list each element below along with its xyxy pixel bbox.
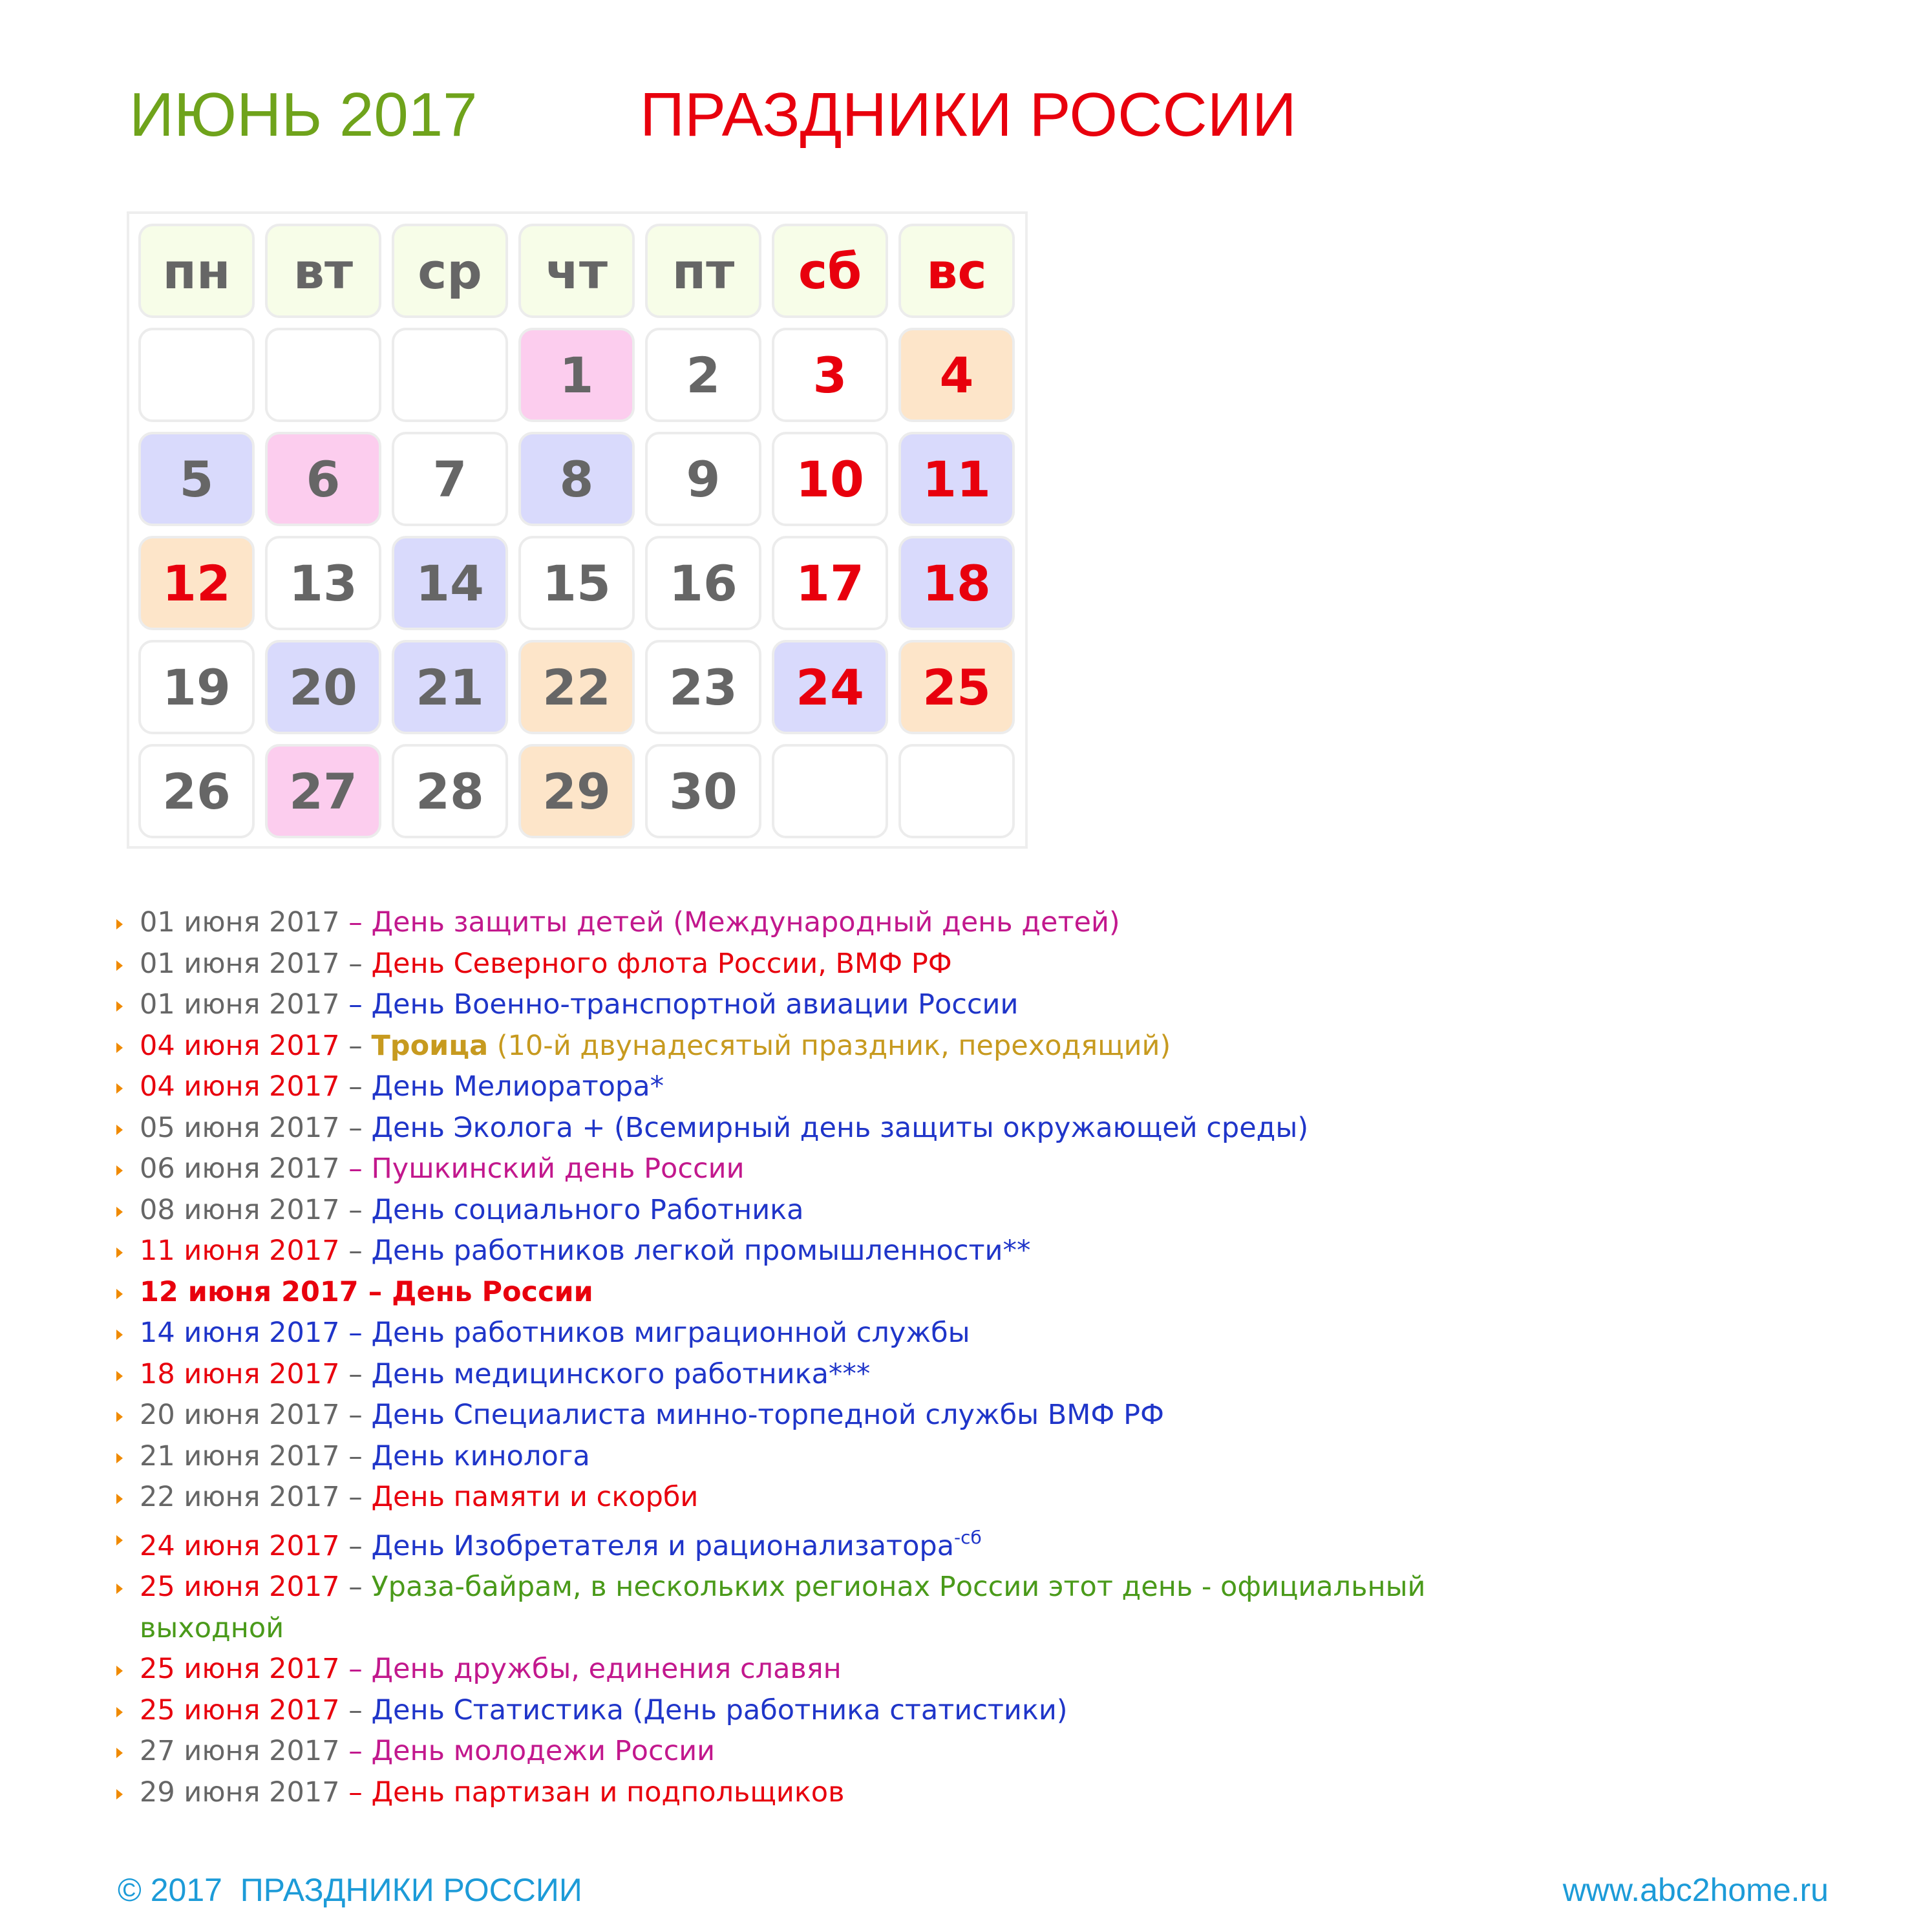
calendar-grid bbox=[127, 211, 1028, 849]
holiday-dash: – bbox=[339, 1776, 372, 1809]
day-cell-empty bbox=[772, 744, 888, 838]
day-cell-8: 8 bbox=[518, 432, 635, 526]
footer-site-link[interactable]: www.abc2home.ru bbox=[1562, 1872, 1829, 1908]
day-cell-15: 15 bbox=[518, 536, 635, 630]
bullet-arrow-icon bbox=[116, 1535, 123, 1545]
weekday-sun: вс bbox=[898, 224, 1015, 318]
day-cell-21: 21 bbox=[392, 640, 508, 734]
bullet-arrow-icon bbox=[116, 1247, 123, 1258]
holiday-item bbox=[116, 1526, 1471, 1567]
holiday-item bbox=[116, 1477, 1471, 1518]
holiday-dash: – bbox=[339, 1439, 372, 1472]
holiday-dash: – bbox=[339, 906, 372, 939]
bullet-arrow-icon bbox=[116, 1789, 123, 1799]
day-cell-11: 11 bbox=[898, 432, 1015, 526]
holiday-item bbox=[116, 1108, 1471, 1149]
day-cell-19: 19 bbox=[138, 640, 255, 734]
holiday-date: 25 июня 2017 bbox=[140, 1571, 340, 1603]
holiday-item bbox=[116, 1313, 1471, 1354]
holiday-date: 08 июня 2017 bbox=[140, 1193, 340, 1226]
holiday-name: День России bbox=[392, 1275, 593, 1308]
day-cell-30: 30 bbox=[645, 744, 761, 838]
holiday-name: Троица bbox=[371, 1029, 489, 1062]
holiday-date: 18 июня 2017 bbox=[140, 1357, 340, 1390]
holiday-dash: – bbox=[339, 1529, 372, 1562]
day-cell-14: 14 bbox=[392, 536, 508, 630]
holiday-name: День медицинского работника*** bbox=[371, 1357, 871, 1390]
holiday-dash: – bbox=[339, 1235, 372, 1267]
holidays-title: ПРАЗДНИКИ РОССИИ bbox=[640, 80, 1297, 149]
holiday-date: 05 июня 2017 bbox=[140, 1111, 340, 1144]
holiday-name: День памяти и скорби bbox=[371, 1481, 699, 1513]
holiday-date: 14 июня 2017 bbox=[140, 1317, 340, 1349]
holiday-date: 01 июня 2017 bbox=[140, 906, 340, 939]
holiday-name: День работников миграционной службы bbox=[371, 1317, 970, 1349]
day-cell-29: 29 bbox=[518, 744, 635, 838]
day-cell-7: 7 bbox=[392, 432, 508, 526]
day-cell-6: 6 bbox=[265, 432, 381, 526]
holiday-item bbox=[116, 1772, 1471, 1814]
day-cell-27: 27 bbox=[265, 744, 381, 838]
holiday-item bbox=[116, 1354, 1471, 1396]
holiday-name: День кинолога bbox=[371, 1439, 590, 1472]
holiday-list bbox=[116, 902, 1471, 1813]
holiday-name: День защиты детей (Международный день детей) bbox=[371, 906, 1120, 939]
holiday-item bbox=[116, 984, 1471, 1026]
holiday-name: День работников легкой промышленности** bbox=[371, 1235, 1031, 1267]
holiday-dash: – bbox=[339, 1070, 372, 1103]
holiday-date: 24 июня 2017 bbox=[140, 1529, 340, 1562]
holiday-item bbox=[116, 1436, 1471, 1478]
day-cell-empty bbox=[265, 328, 381, 422]
holiday-item bbox=[116, 1272, 1471, 1313]
holiday-dash: – bbox=[339, 1193, 372, 1226]
day-cell-3: 3 bbox=[772, 328, 888, 422]
holiday-date: 22 июня 2017 bbox=[140, 1481, 340, 1513]
weekday-tue: вт bbox=[265, 224, 381, 318]
holiday-name: Ураза-байрам, в нескольких регионах России этот день - официальный выходной bbox=[140, 1571, 1426, 1644]
holiday-item bbox=[116, 1649, 1471, 1690]
holiday-name: Пушкинский день России bbox=[371, 1152, 745, 1185]
month-title: ИЮНЬ 2017 bbox=[129, 80, 478, 149]
holiday-dash: – bbox=[339, 988, 372, 1021]
bullet-arrow-icon bbox=[116, 1748, 123, 1758]
day-cell-17: 17 bbox=[772, 536, 888, 630]
holiday-date: 25 июня 2017 bbox=[140, 1693, 340, 1726]
holiday-dash: – bbox=[339, 1735, 372, 1767]
bullet-arrow-icon bbox=[116, 1165, 123, 1176]
bullet-arrow-icon bbox=[116, 1001, 123, 1012]
day-cell-25: 25 bbox=[898, 640, 1015, 734]
weekday-sat: сб bbox=[772, 224, 888, 318]
day-cell-24: 24 bbox=[772, 640, 888, 734]
holiday-date: 01 июня 2017 bbox=[140, 988, 340, 1021]
holiday-note: (10-й двунадесятый праздник, переходящий) bbox=[488, 1029, 1171, 1062]
bullet-arrow-icon bbox=[116, 961, 123, 971]
holiday-date: 06 июня 2017 bbox=[140, 1152, 340, 1185]
holiday-name: День Мелиоратора* bbox=[371, 1070, 664, 1103]
day-cell-26: 26 bbox=[138, 744, 255, 838]
holiday-item bbox=[116, 1067, 1471, 1108]
day-cell-13: 13 bbox=[265, 536, 381, 630]
day-cell-empty bbox=[392, 328, 508, 422]
holiday-dash: – bbox=[339, 1029, 372, 1062]
day-cell-empty bbox=[898, 744, 1015, 838]
holiday-dash: – bbox=[339, 1317, 372, 1349]
holiday-item bbox=[116, 1190, 1471, 1231]
day-cell-4: 4 bbox=[898, 328, 1015, 422]
holiday-date: 27 июня 2017 bbox=[140, 1735, 340, 1767]
holiday-dash: – bbox=[358, 1275, 392, 1308]
weekday-wed: ср bbox=[392, 224, 508, 318]
weekday-mon: пн bbox=[138, 224, 255, 318]
bullet-arrow-icon bbox=[116, 1707, 123, 1717]
holiday-name: День молодежи России bbox=[371, 1735, 716, 1767]
day-cell-20: 20 bbox=[265, 640, 381, 734]
holiday-item bbox=[116, 1395, 1471, 1436]
holiday-date: 04 июня 2017 bbox=[140, 1070, 340, 1103]
holiday-name: День Статистика (День работника статистики) bbox=[371, 1693, 1068, 1726]
bullet-arrow-icon bbox=[116, 919, 123, 929]
weekday-fri: пт bbox=[645, 224, 761, 318]
holiday-dash: – bbox=[339, 1653, 372, 1685]
holiday-name: День Северного флота России, ВМФ РФ bbox=[371, 947, 952, 980]
holiday-dash: – bbox=[339, 1357, 372, 1390]
holiday-dash: – bbox=[339, 1111, 372, 1144]
holiday-name: День Военно-транспортной авиации России bbox=[371, 988, 1019, 1021]
holiday-date: 20 июня 2017 bbox=[140, 1399, 340, 1431]
holiday-item bbox=[116, 944, 1471, 985]
bullet-arrow-icon bbox=[116, 1453, 123, 1463]
holiday-date: 29 июня 2017 bbox=[140, 1776, 340, 1809]
day-cell-18: 18 bbox=[898, 536, 1015, 630]
footer-copyright: © 2017 ПРАЗДНИКИ РОССИИ bbox=[118, 1872, 582, 1908]
holiday-dash: – bbox=[339, 1693, 372, 1726]
holiday-date: 25 июня 2017 bbox=[140, 1653, 340, 1685]
bullet-arrow-icon bbox=[116, 1412, 123, 1422]
holiday-name: День Изобретателя и рационализатора bbox=[371, 1529, 955, 1562]
bullet-arrow-icon bbox=[116, 1125, 123, 1135]
bullet-arrow-icon bbox=[116, 1330, 123, 1340]
holiday-item bbox=[116, 1026, 1471, 1067]
holiday-name: День дружбы, единения славян bbox=[371, 1653, 842, 1685]
weekday-thu: чт bbox=[518, 224, 635, 318]
holiday-date: 01 июня 2017 bbox=[140, 947, 340, 980]
holiday-superscript: -сб bbox=[954, 1526, 982, 1548]
bullet-arrow-icon bbox=[116, 1494, 123, 1504]
day-cell-empty bbox=[138, 328, 255, 422]
bullet-arrow-icon bbox=[116, 1043, 123, 1053]
bullet-arrow-icon bbox=[116, 1584, 123, 1594]
bullet-arrow-icon bbox=[116, 1083, 123, 1094]
holiday-dash: – bbox=[339, 1152, 372, 1185]
day-cell-28: 28 bbox=[392, 744, 508, 838]
holiday-item bbox=[116, 1567, 1471, 1649]
holiday-name: День Эколога + (Всемирный день защиты окружающей среды) bbox=[371, 1111, 1309, 1144]
day-cell-1: 1 bbox=[518, 328, 635, 422]
bullet-arrow-icon bbox=[116, 1371, 123, 1381]
holiday-dash: – bbox=[339, 947, 372, 980]
day-cell-5: 5 bbox=[138, 432, 255, 526]
holiday-dash: – bbox=[339, 1571, 372, 1603]
holiday-item bbox=[116, 1731, 1471, 1772]
day-cell-23: 23 bbox=[645, 640, 761, 734]
holiday-item bbox=[116, 1231, 1471, 1272]
day-cell-22: 22 bbox=[518, 640, 635, 734]
bullet-arrow-icon bbox=[116, 1666, 123, 1676]
holiday-name: День Специалиста минно-торпедной службы ВМФ РФ bbox=[371, 1399, 1165, 1431]
day-cell-16: 16 bbox=[645, 536, 761, 630]
holiday-date: 12 июня 2017 bbox=[140, 1275, 359, 1308]
holiday-item bbox=[116, 1149, 1471, 1190]
holiday-date: 11 июня 2017 bbox=[140, 1235, 340, 1267]
holiday-date: 21 июня 2017 bbox=[140, 1439, 340, 1472]
day-cell-12: 12 bbox=[138, 536, 255, 630]
day-cell-2: 2 bbox=[645, 328, 761, 422]
holiday-item bbox=[116, 902, 1471, 944]
bullet-arrow-icon bbox=[116, 1207, 123, 1217]
day-cell-9: 9 bbox=[645, 432, 761, 526]
holiday-name: День социального Работника bbox=[371, 1193, 804, 1226]
day-cell-10: 10 bbox=[772, 432, 888, 526]
holiday-dash: – bbox=[339, 1399, 372, 1431]
holiday-date: 04 июня 2017 bbox=[140, 1029, 340, 1062]
holiday-dash: – bbox=[339, 1481, 372, 1513]
holiday-item bbox=[116, 1690, 1471, 1732]
holiday-name: День партизан и подпольщиков bbox=[371, 1776, 845, 1809]
bullet-arrow-icon bbox=[116, 1289, 123, 1299]
